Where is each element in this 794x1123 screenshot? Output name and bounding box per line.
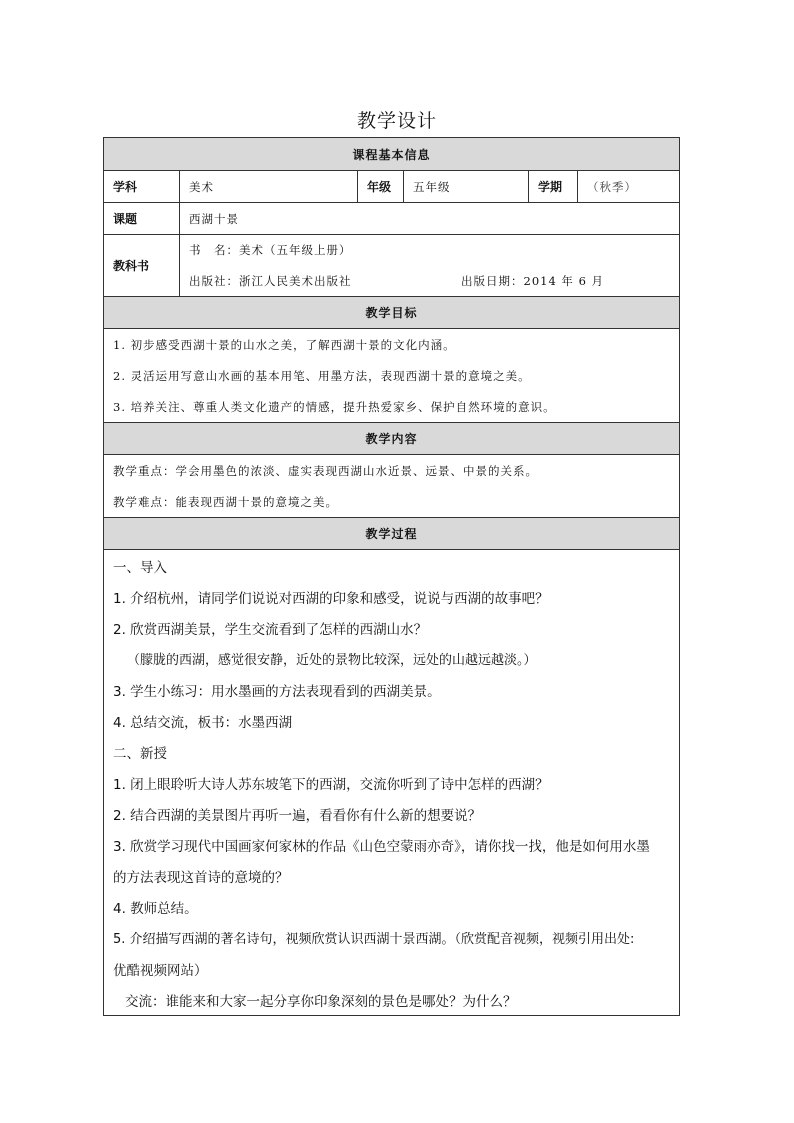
topic-label: 课题: [113, 212, 138, 226]
process-part-heading: 二、新授: [113, 745, 167, 762]
objective-item: 2. 灵活运用写意山水画的基本用笔、用墨方法，表现西湖十景的意境之美。: [113, 368, 531, 383]
process-step-continued: 优酷视频网站）: [113, 962, 208, 979]
objectives-body: [104, 328, 679, 422]
process-step: 5. 介绍描写西湖的著名诗句，视频欣赏认识西湖十景西湖。（欣赏配音视频，视频引用出处:: [113, 932, 635, 947]
section-header-process: 教学过程: [104, 517, 679, 549]
topic-value: 西湖十景: [179, 203, 679, 234]
process-step: 4. 总结交流，板书：水墨西湖: [113, 714, 293, 731]
textbook-publisher-row: [180, 266, 679, 297]
process-step: 4. 教师总结。: [113, 900, 198, 917]
process-step: 1. 闭上眼聆听大诗人苏东坡笔下的西湖，交流你听到了诗中怎样的西湖？: [113, 776, 549, 793]
process-part-heading: 一、导入: [113, 559, 167, 576]
key-point: 教学重点：学会用墨色的浓淡、虚实表现西湖山水近景、远景、中景的关系。: [113, 463, 538, 478]
publication-date: 出版日期：2014 年 6 月: [461, 273, 605, 288]
grade-label: 年级: [357, 171, 403, 202]
process-discussion: 交流：谁能来和大家一起分享你印象深刻的景色是哪处？为什么？: [125, 993, 517, 1010]
section-header-basic-info: 课程基本信息: [104, 138, 679, 170]
lesson-plan-table: [103, 137, 680, 1016]
term-value: （秋季）: [577, 171, 679, 202]
objective-item: 3. 培养关注、尊重人类文化遗产的情感，提升热爱家乡、保护自然环境的意识。: [113, 399, 556, 414]
process-step: 2. 欣赏西湖美景，学生交流看到了怎样的西湖山水？: [113, 621, 428, 638]
process-note: （朦胧的西湖，感觉很安静，近处的景物比较深，远处的山越远越淡。）: [127, 653, 537, 668]
textbook-name: 书 名：美术（五年级上册）: [189, 243, 352, 258]
process-step: 3. 欣赏学习现代中国画家何家林的作品《山色空蒙雨亦奇》，请你找一找，他是如何用水墨: [113, 838, 650, 855]
process-body: [104, 549, 679, 1015]
subject-value: 美术: [179, 171, 357, 202]
grade-value: 五年级: [403, 171, 528, 202]
process-step: 1. 介绍杭州，请同学们说说对西湖的印象和感受，说说与西湖的故事吧？: [113, 590, 549, 607]
subject-label: 学科: [113, 180, 138, 194]
info-row-topic: [104, 202, 679, 234]
process-step-continued: 的方法表现这首诗的意境的？: [113, 869, 289, 886]
content-body: [104, 454, 679, 517]
section-header-objectives: 教学目标: [104, 296, 679, 328]
textbook-label: 教科书: [113, 259, 150, 273]
objective-item: 1. 初步感受西湖十景的山水之美，了解西湖十景的文化内涵。: [113, 337, 456, 352]
section-header-content: 教学内容: [104, 422, 679, 454]
process-step: 2. 结合西湖的美景图片再听一遍，看看你有什么新的想要说？: [113, 807, 482, 824]
info-row-subject: [104, 170, 679, 202]
difficult-point: 教学难点：能表现西湖十景的意境之美。: [113, 494, 338, 509]
page-title: 教学设计: [356, 110, 437, 132]
term-label: 学期: [528, 171, 577, 202]
info-row-textbook: [104, 234, 679, 296]
process-step: 3. 学生小练习：用水墨画的方法表现看到的西湖美景。: [113, 683, 441, 700]
textbook-details: [179, 235, 679, 296]
publisher: 出版社：浙江人民美术出版社: [189, 273, 352, 288]
